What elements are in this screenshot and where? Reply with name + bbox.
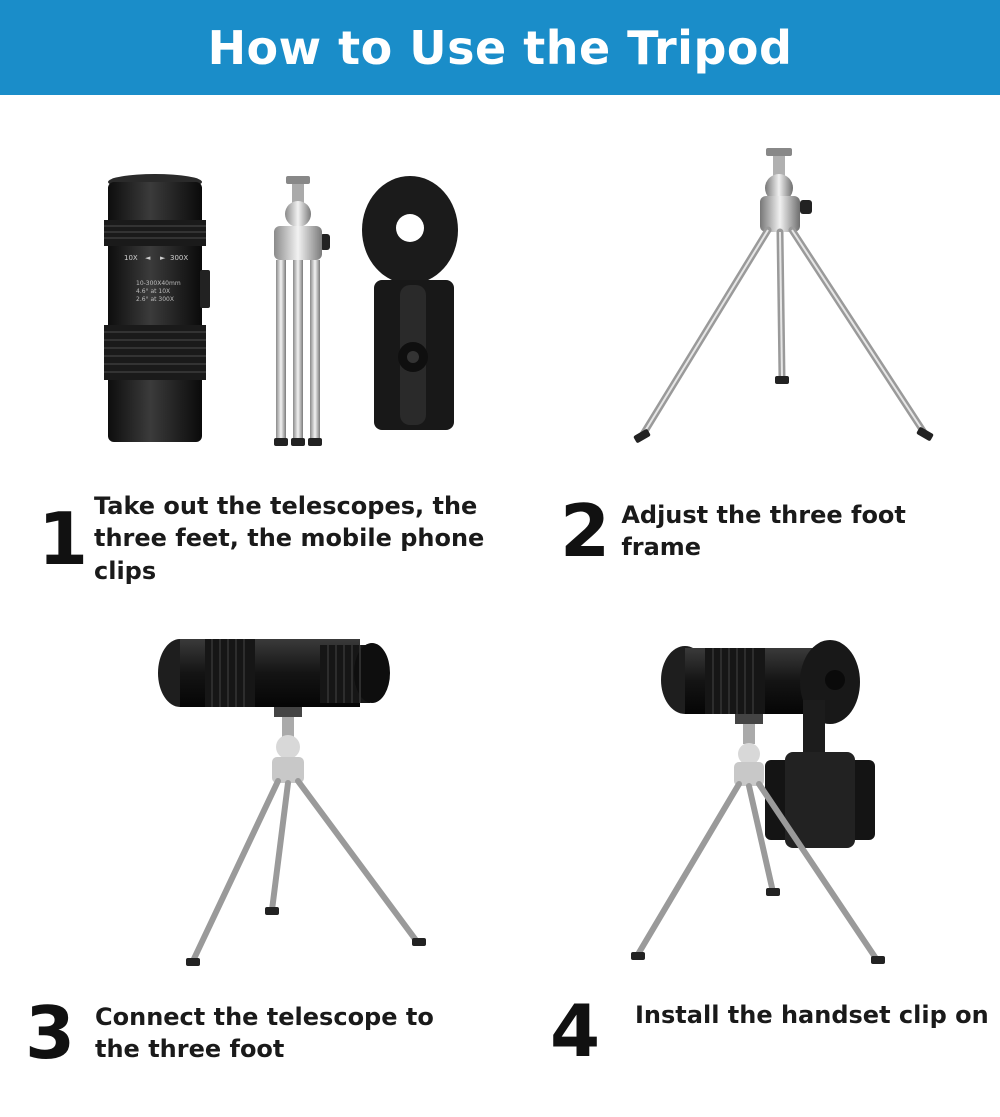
- step-2-text: Adjust the three foot frame: [621, 500, 906, 561]
- components-illustration: [90, 160, 490, 460]
- title-banner: [0, 0, 1000, 95]
- assembled-clip-illustration: [625, 630, 895, 975]
- step-3-text: Connect the telescope to the three foot: [95, 1002, 434, 1063]
- page-title: How to Use the Tripod: [207, 20, 793, 75]
- telescope-on-tripod-illustration: [150, 625, 450, 975]
- open-tripod-illustration: [620, 140, 950, 450]
- step-1: [38, 490, 528, 587]
- step-1-number: 1: [38, 496, 89, 581]
- zoom-max-label: 300X: [170, 254, 189, 262]
- phone-clip-graphic: [362, 176, 458, 430]
- svg-text:◄: ◄: [145, 254, 151, 262]
- spec-line-3: 2.6° at 300X: [136, 296, 174, 303]
- step-4-text: Install the handset clip on: [635, 1001, 989, 1029]
- svg-text:►: ►: [160, 254, 166, 262]
- folded-tripod-graphic: [274, 176, 330, 446]
- step-4: [550, 989, 990, 1073]
- spec-line-1: 10-300X40mm: [136, 280, 181, 287]
- step-2: [560, 489, 990, 573]
- zoom-min-label: 10X: [124, 254, 138, 262]
- step-2-number: 2: [560, 489, 611, 573]
- spec-line-2: 4.6° at 10X: [136, 288, 171, 295]
- step-3-number: 3: [25, 991, 76, 1075]
- step-1-text: Take out the telescopes, the three feet, the mobile phone clips: [94, 492, 485, 585]
- step-4-number: 4: [550, 989, 601, 1073]
- telescope-graphic: [104, 174, 210, 442]
- step-3: [25, 991, 465, 1075]
